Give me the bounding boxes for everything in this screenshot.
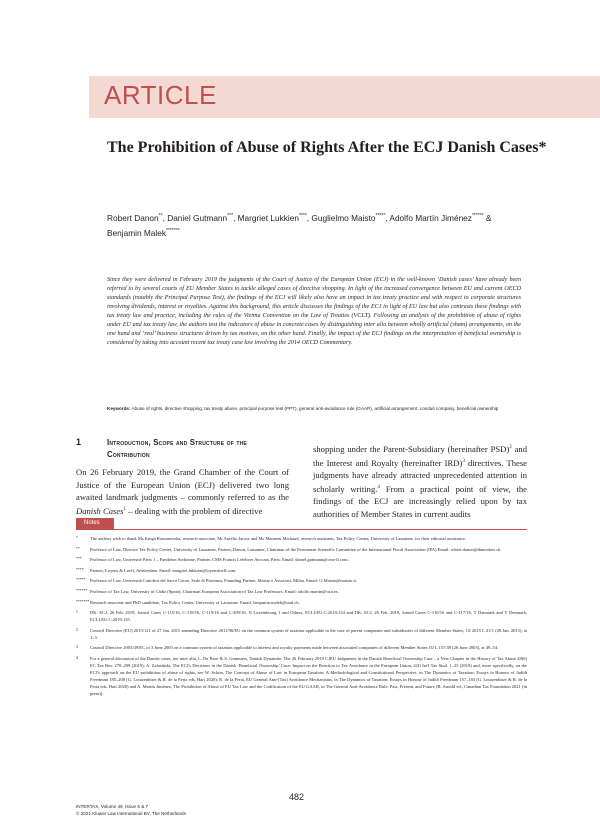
author-footnote-mark[interactable]: ******: [471, 213, 484, 219]
copyright-notice: © 2021 Kluwer Law International BV, The Netherlands: [76, 811, 186, 816]
article-type-label: ARTICLE: [104, 80, 217, 110]
footnotes: [76, 535, 527, 701]
body-text: and the Interest and Royalty (hereinafter IRD): [313, 444, 527, 468]
footnote: [76, 588, 527, 595]
body-column-left: [76, 466, 289, 517]
author-name: Guglielmo Maisto: [311, 213, 376, 223]
footnote: [76, 655, 527, 697]
author-footnote-mark[interactable]: ****: [298, 213, 307, 219]
body-text: From a practical point of view, the findings of the ECJ are increasingly relied upon by tax authorities of Member States in current audits: [313, 483, 527, 519]
journal-citation: INTERTAX, Volume 49, Issue 6 & 7: [76, 804, 149, 809]
author-name: Adolfo Martín Jiménez: [389, 213, 472, 223]
author-separator: ,: [385, 213, 390, 223]
footnote-mark: 4: [76, 655, 78, 660]
footnote-mark: 2: [76, 627, 78, 632]
footnote-mark: *******: [76, 599, 90, 604]
footnote-text: For a general discussion of the Danish cases, see inter alia, L. De Broe & S. Gommers, Danish Dynamite: The 26 February 2019 CJEU Judgments in the Danish Beneficial Ownership Case – a New Chapter in the History of Tax Abuse 28(6) EC Tax Rev. 270–299 (2019); A. Zalasiński, The ECJ's Decisions in the Danish ‘Beneficial Ownership’ Case: Impact on the Reaction to Tax Avoidance in the European Union, 2(4) Int'l Tax Stud. 1–23 (2019) and, more specifically, on the ECJ's approach on the EU prohibition of abuse of rights, see W. Schön, The Concept of Abuse of Law in European Taxation: A Methodological and Constitutional Perspective, in The Dynamics of Taxation: Essays in Honour of Judith Freedman 185–208 (G. Loutzenhiser & R. de la Feria eds, Hart 2020); R. de la Feria, EU General Anti-(Tax) Avoidance Mechanisms, in The Dynamics of Taxation: Essays in Honour of Judith Freedman 157–183 (G. Loutzenhiser & R. de la Feria eds, Hart 2020) and A. Martín Jiménez, The Prohibition of Abuse of EU Tax Law and the Codification of the EU GAAR, in The General Anti-Avoidance Rule: Past, Present, and Future (B. Arnold ed., Canadian Tax Foundation 2021 (in press)).: [90, 655, 527, 696]
keywords: [107, 405, 521, 413]
footnote-mark: ******: [76, 588, 88, 593]
footnote: [76, 567, 527, 574]
author-separator: &: [483, 213, 492, 223]
author-list: [107, 210, 527, 240]
footnote-mark: ****: [76, 567, 84, 572]
footnote-mark: **: [76, 546, 80, 551]
footnote-text: Council Directive (EU) 2015/121 of 27 Jan. 2015 amending Directive 2011/96/EU on the common system of taxation applicable in the case of parent companies and subsidiaries of different Member States, OJ 2015 L 21/1 (28 Jan. 2015), at 1–3.: [90, 627, 527, 640]
footnote-ref[interactable]: 4: [377, 484, 380, 490]
author-name: Daniel Gutmann: [167, 213, 228, 223]
article-title: The Prohibition of Abuse of Rights After the ECJ Danish Cases*: [107, 139, 547, 156]
author-footnote-mark[interactable]: *******: [166, 228, 180, 234]
footnote: [76, 599, 527, 606]
author-separator: ,: [233, 213, 238, 223]
author-footnote-mark[interactable]: *****: [375, 213, 386, 219]
keywords-text: Abuse of rights, directive shopping, tax treaty abuse, principal purpose test (PPT), general anti-avoidance rule (GAAR), artificial arrangement, conduit company, beneficial ownership: [131, 406, 499, 411]
page-number: 482: [289, 792, 305, 802]
keywords-label: Keywords:: [107, 406, 131, 411]
footnote-ref[interactable]: 1: [123, 506, 127, 512]
author-name: Benjamin Malek: [107, 228, 167, 238]
notes-divider: [76, 518, 527, 530]
footnote-text: Professor of Tax Law, University of Cádiz (Spain), Chairman European Association of Tax Law Professors. Email: adolfo.martin@uca.es.: [90, 588, 339, 594]
footnote: [76, 546, 527, 553]
footnote-text: Partner, Loyens & Loeff, Amsterdam. Email: margriet.lukkien@loyensloeff.com.: [90, 567, 237, 573]
footnote-ref[interactable]: 2: [509, 445, 512, 450]
author-footnote-mark[interactable]: **: [158, 213, 163, 219]
footnote-text: Research associate and PhD candidate, Tax Policy Center, University of Lausanne. Email: benjamin.malek@unil.ch.: [90, 599, 300, 605]
abstract: Since they were delivered in February 2019 the judgments of the Court of Justice of the European Union (ECJ) in the well-known ‘Danish cases’ have already been referred to by several courts of EU Member States to tackle alleged cases of directive shopping. In light of the increased convergence between EU and current OECD standards (notably the Principal Purpose Test), the findings of the ECJ will likely also have an impact in tax treaty practice and with respect to corporate structures involving dividends, interest or royalties. Against this background, this article discusses the findings of the ECJ in light of EU law but also contrasts these findings with tax treaty law and practice, including the rules of the Vienna Convention on the Law of Treaties (VCLT). Following an analysis of the prohibition of abuse of rights under EU and tax treaty law, the authors test the indicators of abuse in concrete cases by distinguishing inter alia between wholly artificial (sham) arrangements, on the one hand and ‘real’ business structures driven by tax motives, on the other hand. Finally, the impact of the ECJ findings on the interpretation of beneficial ownership is considered by taking into account recent tax treaty case law involving the 2014 OECD Commentary.: [107, 277, 521, 347]
footnote: [76, 609, 527, 623]
footnote-mark: *****: [76, 578, 86, 583]
body-text: On 26 February 2019, the Grand Chamber of the Court of Justice of the European Union (ECJ) delivered two long awaited landmark judgments – commonly referred to as the: [76, 467, 289, 502]
footnote-mark: ***: [76, 557, 82, 562]
footnote-ref[interactable]: 3: [462, 458, 465, 464]
author-separator: ,: [306, 213, 312, 223]
footnote-text: DK: ECJ, 26 Feb. 2019, Joined Cases C-115/16, C-118/16, C-119/16 and C-299/16, N Luxembourg 1 and Others, ECLI:EU:C:2019:134 and DK: ECJ, 26 Feb. 2019, Joined Cases C-116/16 and C-117/16, T Danmark and Y Denmark, ECLI:EU:C:2019:135.: [90, 610, 527, 623]
footnote: [76, 535, 527, 542]
section-number: 1: [76, 437, 82, 447]
footnote-text: Professor of Law, Director Tax Policy Center, University of Lausanne, Partner, Danon, Lausanne, Chairman of the Permanent Scientific Committee of the International Fiscal Association (IFA) Email: robert.danon@danonlaw.ch.: [90, 546, 502, 552]
body-column-right: [313, 442, 527, 521]
body-text: directives. These judgments have already attracted unprecedented attention in scholarly writing.: [313, 457, 528, 494]
author-name: Margriet Lukkien: [237, 213, 299, 223]
body-emphasis: Danish Cases: [76, 505, 124, 516]
body-text: shopping under the Parent-Subsidiary (hereinafter PSD): [313, 444, 510, 454]
author-separator: ,: [162, 213, 168, 223]
footnote: [76, 577, 527, 584]
journal-footer: [76, 803, 186, 817]
footnote-text: Professor of Law, Université Paris 1 – Panthéon Sorbonne, Partner, CMS Francis Lefebvre Avocats, Paris. Email: daniel.gutmann@cms-fl.com.: [90, 557, 349, 563]
footnote-mark: 3: [76, 645, 78, 650]
body-text: – dealing with the problem of directive: [126, 505, 263, 516]
footnote-text: Professor of Law, Università Cattolica del Sacro Cuore, Sede di Piacenza, Founding Partner, Maisto e Associati, Milan. Email: G.Maisto@maisto.it.: [90, 578, 357, 584]
author-footnote-mark[interactable]: ***: [227, 213, 234, 219]
notes-label: Notes: [76, 518, 114, 529]
footnote: [76, 627, 527, 641]
footnote-text: Council Directive 2003/49/EC of 3 June 2003 on a common system of taxation applicable to interest and royalty payments made between associated companies of different Member States OJ L 157/49 (26 June 2003), at 49–54.: [90, 645, 499, 651]
footnote-mark: *: [76, 536, 78, 540]
footnote-mark: 1: [76, 610, 78, 615]
footnote: [76, 556, 527, 563]
section-heading: Introduction, Scope and Structure of the Contribution: [107, 438, 247, 459]
footnote-text: The authors wish to thank Ms Kinga Romanovska, research associate, Mr Aurelio Jarosz and Ms Maureen Michaud, research assistants, Tax Policy Center, University of Lausanne, for their editorial assistance.: [90, 536, 466, 541]
footnote: [76, 644, 527, 651]
author-name: Robert Danon: [107, 213, 159, 223]
